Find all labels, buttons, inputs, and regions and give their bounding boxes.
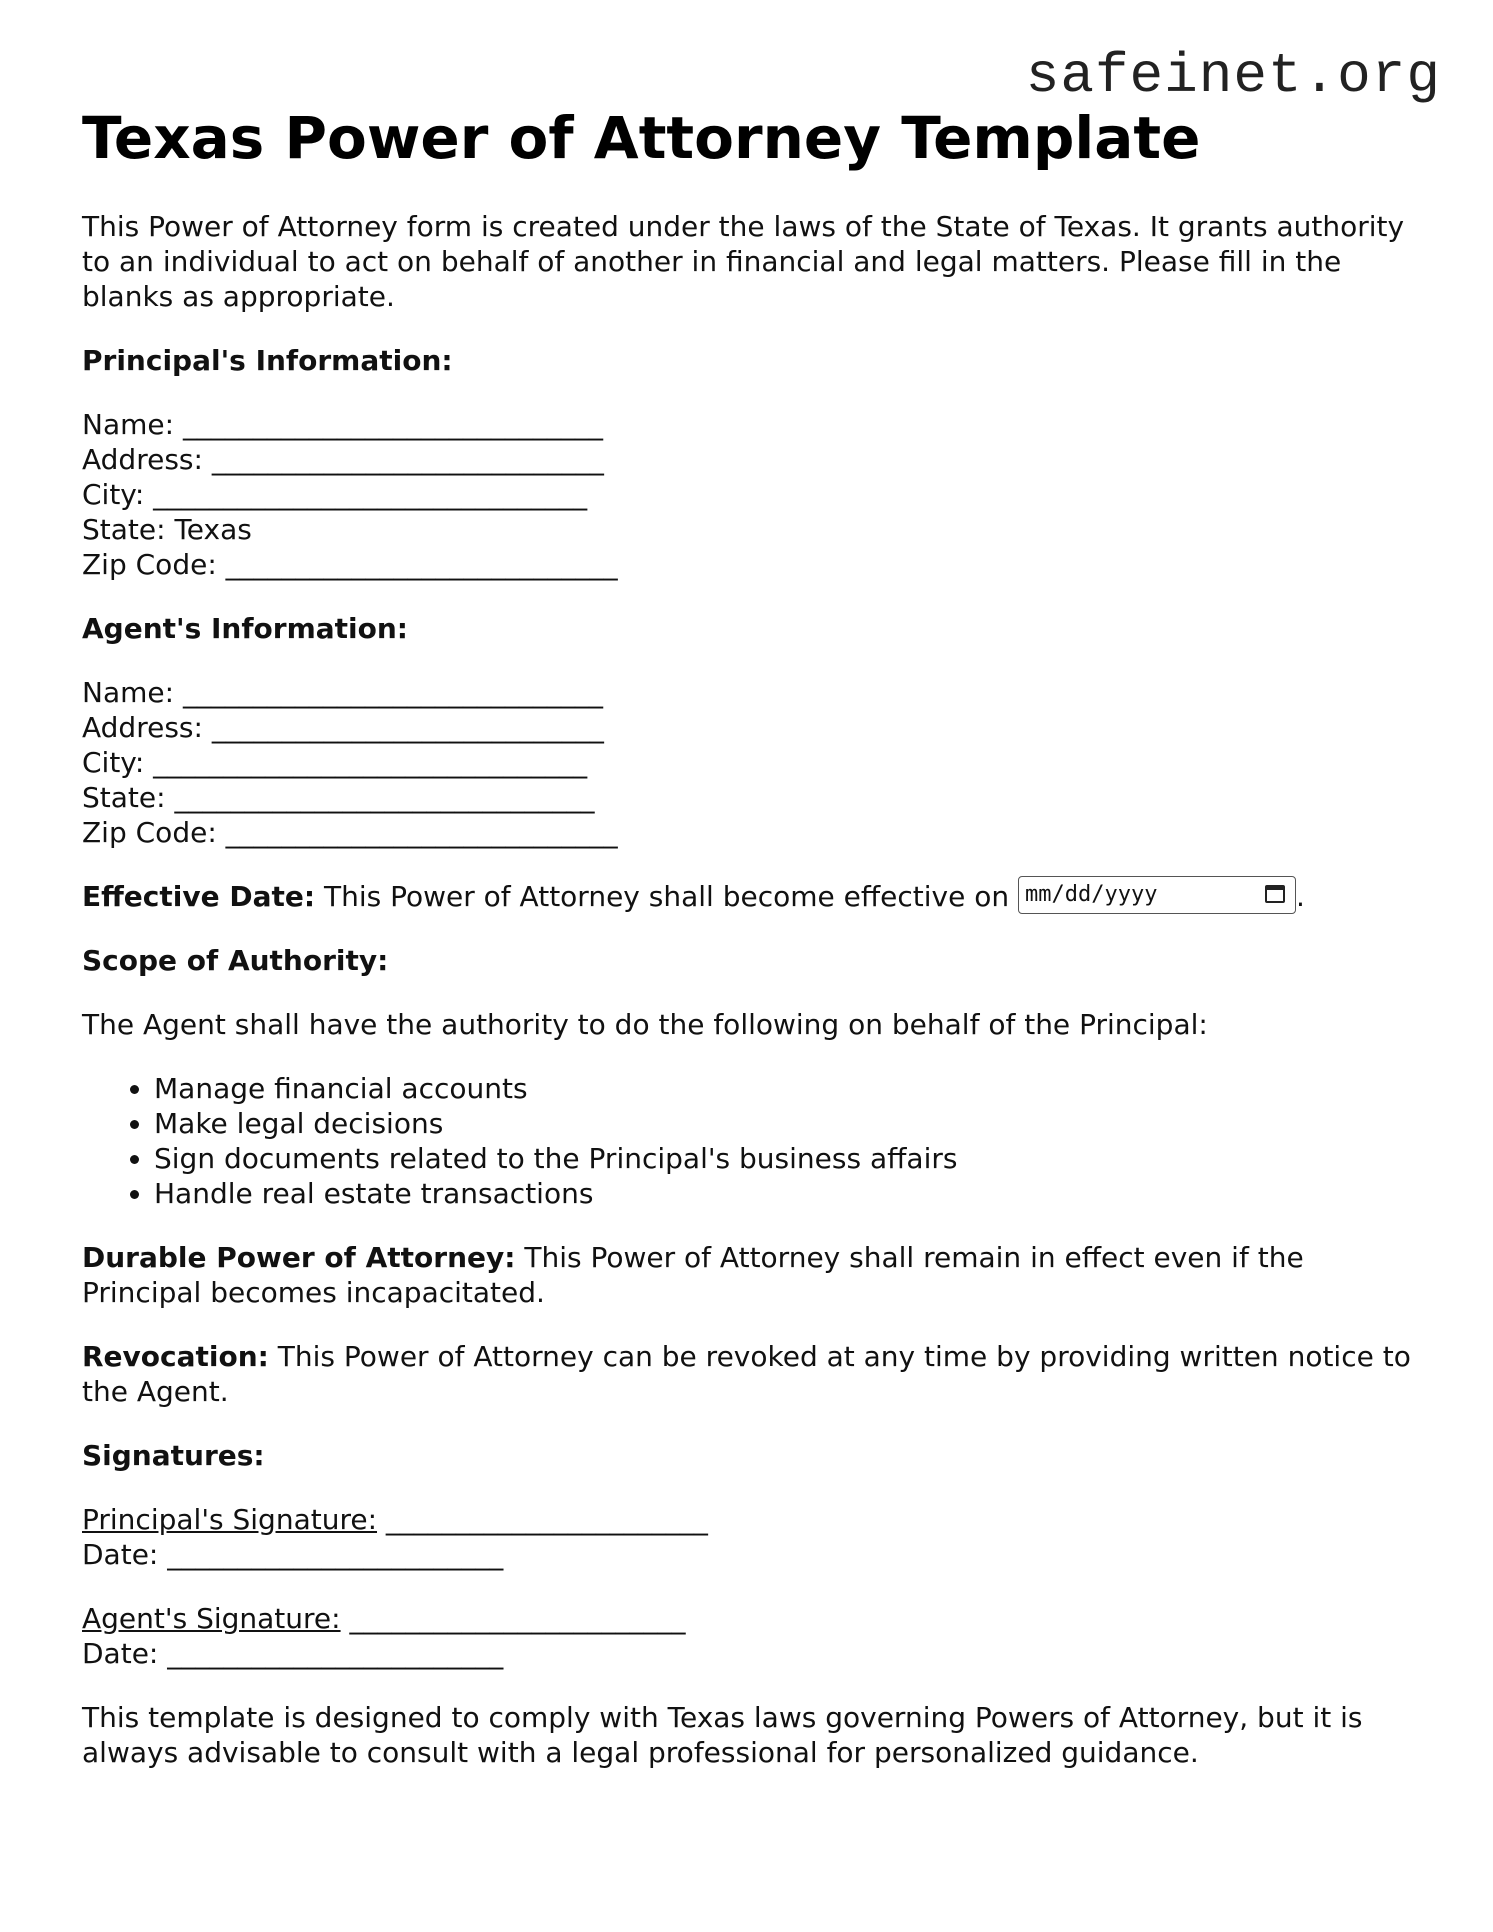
calendar-icon[interactable]: [1265, 885, 1285, 903]
scope-heading: Scope of Authority:: [82, 944, 389, 977]
agent-fields: [82, 675, 1412, 850]
effective-date-text: This Power of Attorney shall become effective on: [323, 880, 1010, 913]
agent-state-field[interactable]: State: ______________________________: [82, 781, 595, 814]
agent-heading: Agent's Information:: [82, 612, 409, 645]
scope-list: [82, 1071, 1412, 1211]
effective-date-label: Effective Date:: [82, 880, 316, 913]
list-item: • Handle real estate transactions: [154, 1176, 1412, 1211]
principal-heading: Principal's Information:: [82, 344, 453, 377]
agent-signature-row[interactable]: [82, 1601, 1412, 1636]
agent-name-field[interactable]: Name: ______________________________: [82, 676, 603, 709]
principal-fields: [82, 407, 1412, 582]
principal-zip-field[interactable]: Zip Code: ____________________________: [82, 548, 618, 581]
revocation-text: This Power of Attorney can be revoked at any time by providing written notice to the Agent.: [82, 1340, 1411, 1408]
agent-date-field[interactable]: Date: ________________________: [82, 1637, 504, 1670]
revocation-label: Revocation:: [82, 1340, 269, 1373]
effective-date-paragraph: [82, 879, 1412, 914]
agent-zip-field[interactable]: Zip Code: ____________________________: [82, 816, 618, 849]
effective-date-input[interactable]: [1018, 876, 1296, 914]
durable-text: This Power of Attorney shall remain in effect even if the Principal becomes incapacitated.: [82, 1241, 1304, 1309]
principal-date-field[interactable]: Date: ________________________: [82, 1538, 504, 1571]
scope-intro: The Agent shall have the authority to do the following on behalf of the Principal:: [82, 1008, 1208, 1041]
document: [82, 103, 1412, 1799]
agent-signature-block: [82, 1601, 1412, 1671]
page-title: Texas Power of Attorney Template: [82, 104, 1201, 172]
footer-paragraph: This template is designed to comply with Texas laws governing Powers of Attorney, but it is always advisable to consult with a legal professional for personalized guidance.: [82, 1701, 1363, 1769]
durable-paragraph: [82, 1240, 1412, 1310]
agent-signature-label: Agent's Signature:: [82, 1602, 341, 1635]
durable-label: Durable Power of Attorney:: [82, 1241, 516, 1274]
watermark: safeinet.org: [1025, 44, 1441, 108]
principal-signature-block: [82, 1502, 1412, 1572]
intro-paragraph: This Power of Attorney form is created under the laws of the State of Texas. It grants authority to an individual to act on behalf of another in financial and legal matters. Please fill in the blanks as appropriate.: [82, 210, 1405, 313]
agent-signature-line[interactable]: ________________________: [349, 1602, 686, 1635]
agent-city-field[interactable]: City: _______________________________: [82, 746, 588, 779]
list-item: • Sign documents related to the Principal's business affairs: [154, 1141, 1412, 1176]
revocation-paragraph: [82, 1339, 1412, 1409]
principal-address-field[interactable]: Address: ____________________________: [82, 443, 604, 476]
principal-name-field[interactable]: Name: ______________________________: [82, 408, 603, 441]
signatures-heading: Signatures:: [82, 1439, 265, 1472]
list-item: • Manage financial accounts: [154, 1071, 1412, 1106]
principal-state-field: State: Texas: [82, 513, 252, 546]
principal-city-field[interactable]: City: _______________________________: [82, 478, 588, 511]
principal-signature-row[interactable]: [82, 1502, 1412, 1537]
principal-signature-label: Principal's Signature:: [82, 1503, 378, 1536]
principal-signature-line[interactable]: _______________________: [385, 1503, 708, 1536]
list-item: • Make legal decisions: [154, 1106, 1412, 1141]
agent-address-field[interactable]: Address: ____________________________: [82, 711, 604, 744]
effective-date-period: .: [1296, 880, 1305, 913]
date-placeholder: mm/dd/yyyy: [1025, 882, 1158, 907]
